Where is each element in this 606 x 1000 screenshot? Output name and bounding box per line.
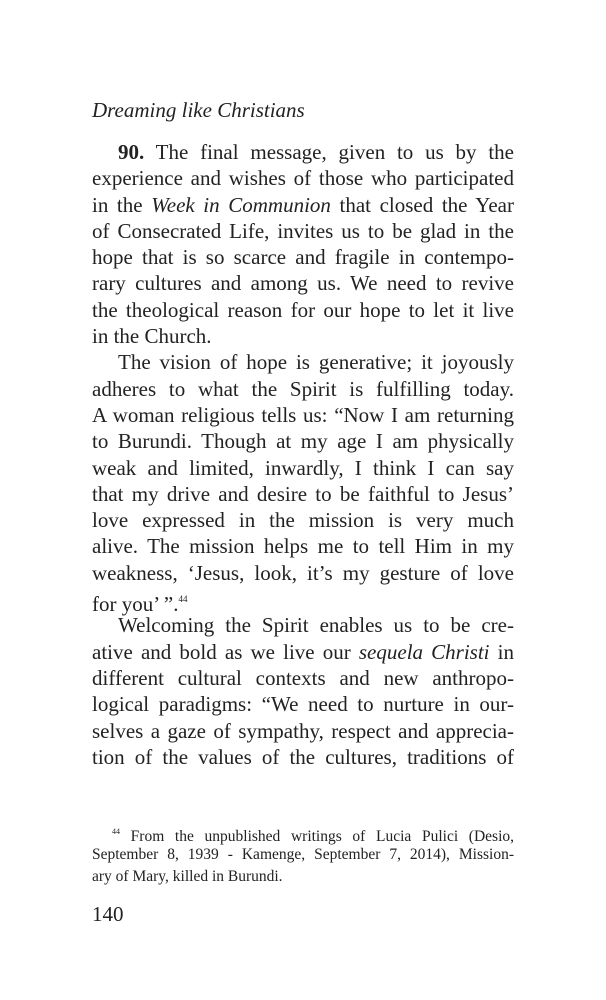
footnote-line [92,821,514,844]
text-segment: ary of Mary, killed in Burundi. [92,868,283,885]
text-segment: love expressed in the mission is very much [92,508,514,533]
body-text [92,139,514,770]
text-segment: The final message, given to us by the [144,140,514,164]
text-segment: adheres to what the Spirit is fulfilling today. [92,376,514,401]
text-segment: weak and limited, inwardly, I think I can say [92,455,514,480]
italic-text: sequela Christi [358,639,490,664]
text-segment: selves a gaze of sympathy, respect and apprecia- [92,718,514,743]
text-segment: that closed the Year [330,192,514,217]
text-line [92,586,514,617]
text-segment: in the [92,192,152,217]
text-segment: logical paradigms: “We need to nurture in our- [92,692,514,717]
text-segment: From the unpublished writings of Lucia Pulici (Desio, [120,828,514,845]
text-segment: Welcoming the Spirit enables us to be cre- [118,613,514,638]
text-segment: tion of the values of the cultures, traditions of [92,744,514,769]
section-heading: Dreaming like Christians [92,98,305,122]
text-line [92,612,514,638]
text-segment: in the Church. [92,324,212,349]
text-segment: the theological reason for our hope to let it live [92,297,514,322]
text-segment: September 8, 1939 - Kamenge, September 7, 2014), Mission- [92,845,514,863]
text-segment: in [489,639,514,664]
text-line [92,691,514,717]
text-segment: different cultural contexts and new anthropo- [92,665,514,690]
page-number: 140 [92,902,124,926]
text-line [92,718,514,744]
text-line [92,270,514,296]
italic-text: Week in Communion [151,192,331,217]
footnote-marker: 44 [178,594,188,605]
text-line [92,192,514,218]
text-line [92,323,514,349]
footnote-line [92,866,514,889]
text-segment: to Burundi. Though at my age I am physically [92,429,514,454]
text-segment: of Consecrated Life, invites us to be glad in the [92,218,514,243]
text-line [92,297,514,323]
text-line [92,349,514,375]
paragraph-number: 90. [118,140,145,164]
text-line [92,139,514,165]
text-line [92,481,514,507]
text-segment: experience and wishes of those who participated [92,166,514,191]
text-line [92,428,514,454]
text-line [92,665,514,691]
text-segment: hope that is so scarce and fragile in contempo- [92,245,514,270]
text-line [92,744,514,770]
text-line [92,507,514,533]
text-segment: ative and bold as we live our [92,639,359,664]
text-segment: alive. The mission helps me to tell Him in my [92,534,514,559]
text-line [92,402,514,428]
text-line [92,218,514,244]
text-segment: weakness, ‘Jesus, look, it’s my gesture of love [92,560,514,585]
footnote [92,821,514,889]
text-line [92,244,514,270]
text-segment: The vision of hope is generative; it joyously [118,350,514,375]
text-line [92,533,514,559]
text-segment: rary cultures and among us. We need to revive [92,271,514,296]
text-segment: that my drive and desire to be faithful to Jesus’ [92,481,514,506]
text-segment: for you’ ”. [92,592,179,617]
text-segment: A woman religious tells us: “Now I am returning [92,402,514,427]
text-line [92,639,514,665]
text-line [92,165,514,191]
text-line [92,376,514,402]
footnote-line [92,844,514,867]
text-line [92,455,514,481]
footnote-marker: 44 [112,827,120,836]
text-line [92,560,514,586]
